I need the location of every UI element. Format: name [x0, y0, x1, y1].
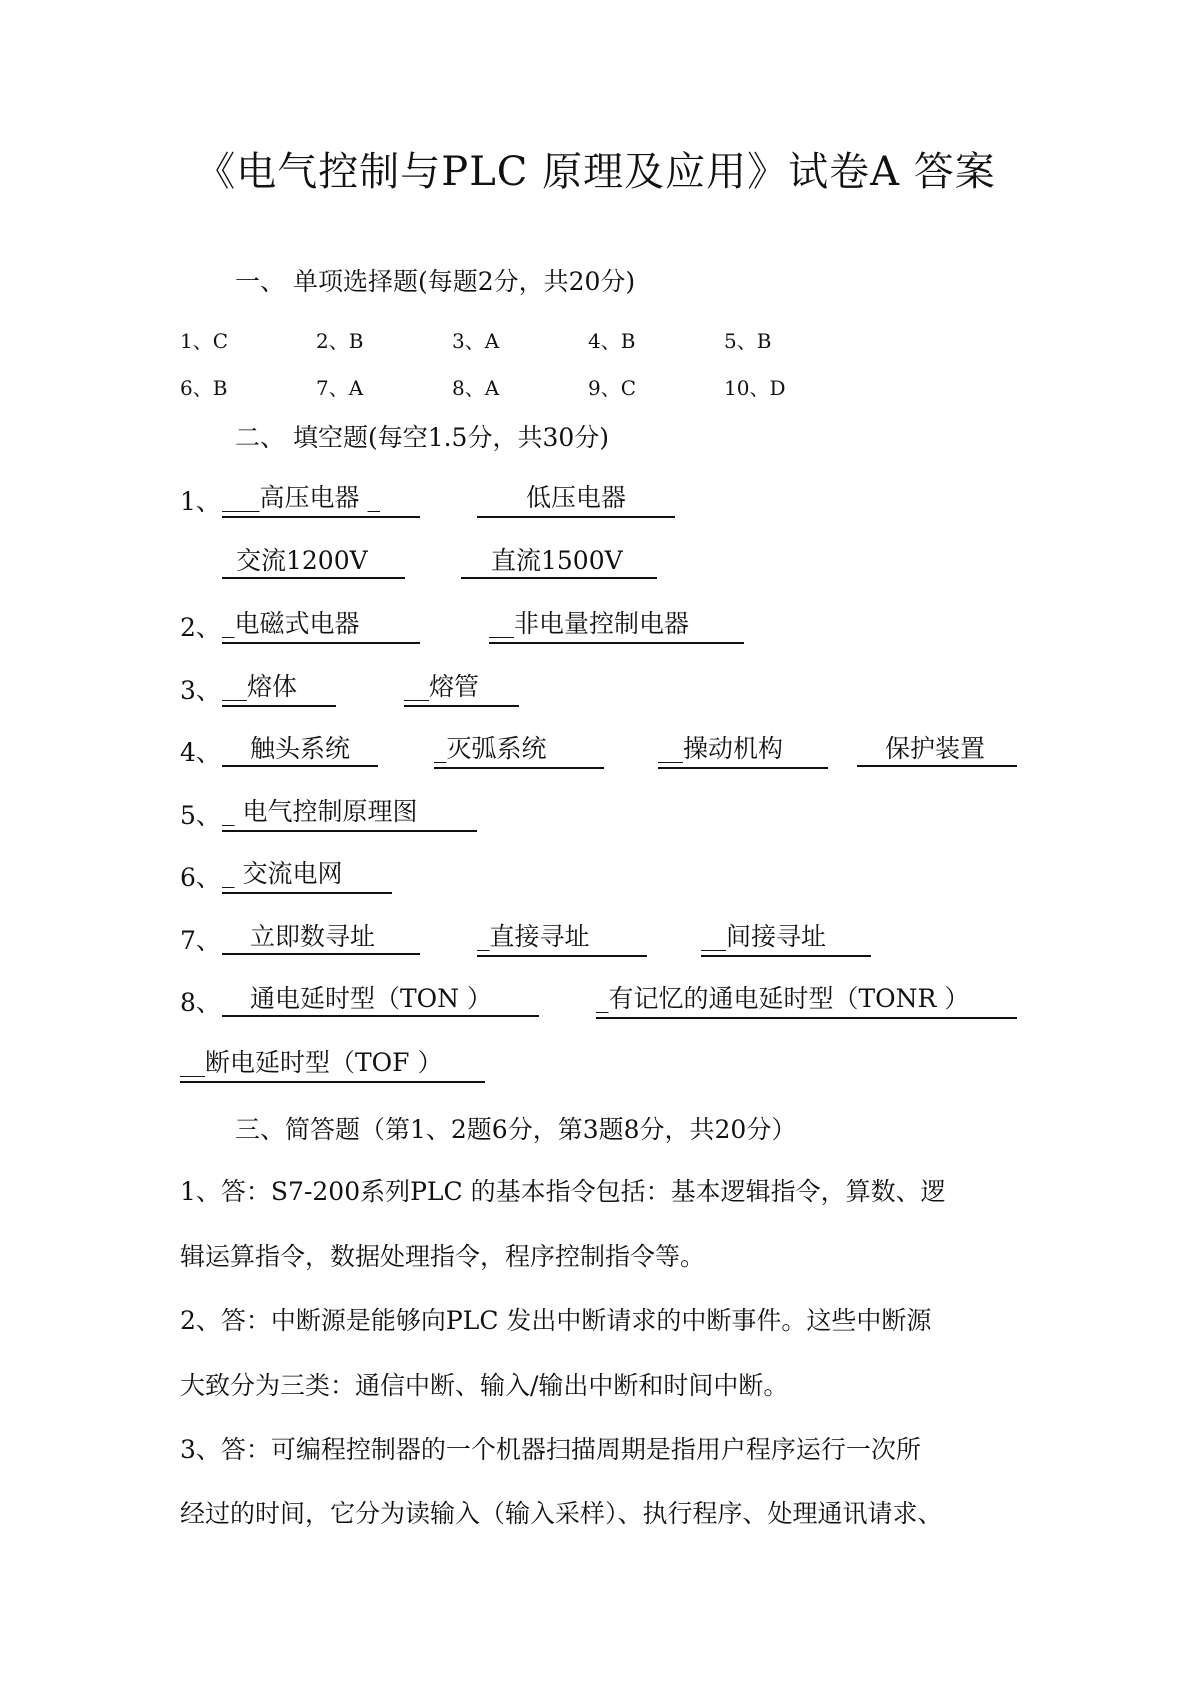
fill-q2-blank-2: __非电量控制电器: [489, 606, 744, 644]
fill-q1-blank-4: 直流1500V: [461, 543, 657, 579]
mc-answer-5: 5、B: [724, 329, 772, 353]
fill-q4-blank-4: 保护装置: [857, 731, 1017, 767]
fill-q3-blank-1: __熔体: [222, 669, 336, 707]
fill-q7-blank-3: __间接寻址: [701, 919, 871, 957]
answer2-line1: 2、答：中断源是能够向PLC 发出中断请求的中断事件。这些中断源: [180, 1306, 932, 1335]
answer1-line1: 1、答：S7-200系列PLC 的基本指令包括：基本逻辑指令，算数、逻: [180, 1177, 946, 1206]
fill-q3-blank-2: __熔管: [404, 669, 519, 707]
section1-heading: 一、 单项选择题(每题2分，共20分): [235, 267, 636, 296]
mc-answer-1: 1、C: [180, 329, 229, 353]
fill-q5-blank-1: _ 电气控制原理图: [222, 794, 477, 832]
answer2-line2: 大致分为三类：通信中断、输入/输出中断和时间中断。: [180, 1371, 789, 1400]
fill-q4-blank-2: _灭弧系统: [434, 731, 604, 769]
mc-answer-10: 10、D: [724, 376, 786, 400]
fill-q8-blank-1: 通电延时型（TON ）: [222, 981, 539, 1017]
answer3-line2: 经过的时间，它分为读输入（输入采样）、执行程序、处理通讯请求、: [180, 1499, 943, 1528]
mc-answer-8: 8、A: [452, 376, 500, 400]
fill-q6-blank-1: _ 交流电网: [222, 856, 392, 894]
fill-q4-blank-3: __操动机构: [658, 731, 828, 769]
fill-q3-number: 3、: [180, 676, 221, 705]
fill-q7-blank-1: 立即数寻址: [222, 919, 420, 955]
fill-q1-number: 1、: [180, 487, 221, 516]
mc-answer-3: 3、A: [452, 329, 500, 353]
fill-q4-blank-1: 触头系统: [222, 731, 378, 767]
fill-q2-blank-1: _电磁式电器: [222, 606, 420, 644]
mc-answer-9: 9、C: [588, 376, 637, 400]
fill-q1-blank-2: 低压电器: [477, 480, 675, 518]
fill-q4-number: 4、: [180, 738, 221, 767]
mc-answer-2: 2、B: [316, 329, 364, 353]
section3-heading: 三、简答题（第1、2题6分，第3题8分，共20分）: [235, 1115, 797, 1144]
fill-q1-blank-3: 交流1200V: [222, 543, 405, 579]
answer3-line1: 3、答：可编程控制器的一个机器扫描周期是指用户程序运行一次所: [180, 1435, 921, 1464]
mc-answer-6: 6、B: [180, 376, 228, 400]
answer1-line2: 辑运算指令，数据处理指令，程序控制指令等。: [180, 1242, 706, 1271]
fill-q6-number: 6、: [180, 863, 221, 892]
fill-q7-blank-2: _直接寻址: [477, 919, 647, 957]
fill-q2-number: 2、: [180, 613, 221, 642]
fill-q8-number: 8、: [180, 988, 221, 1017]
fill-q5-number: 5、: [180, 801, 221, 830]
fill-q1-blank-1: ___高压电器 _: [222, 480, 420, 518]
page-title: 《电气控制与PLC 原理及应用》试卷A 答案: [195, 149, 996, 195]
mc-answer-7: 7、A: [316, 376, 364, 400]
fill-q8-blank-3: __断电延时型（TOF ）: [180, 1045, 485, 1083]
fill-q7-number: 7、: [180, 926, 221, 955]
mc-answer-4: 4、B: [588, 329, 636, 353]
section2-heading: 二、 填空题(每空1.5分，共30分): [235, 423, 610, 452]
fill-q8-blank-2: _有记忆的通电延时型（TONR ）: [596, 981, 1017, 1019]
